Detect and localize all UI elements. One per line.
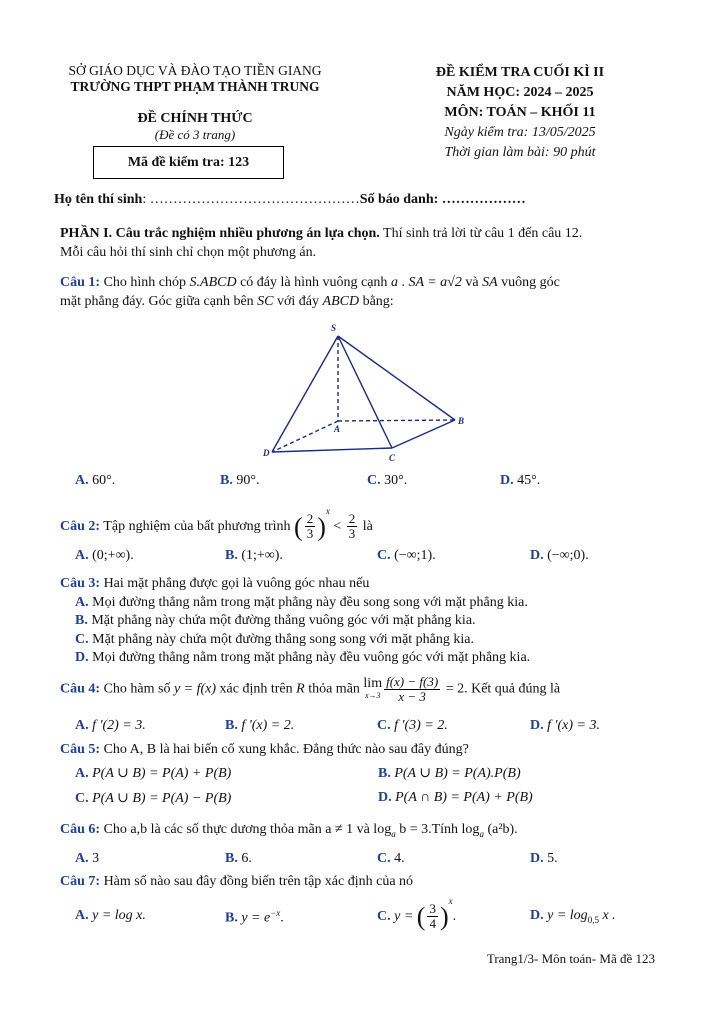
q5-text: Cho A, B là hai biến cố xung khắc. Đẳng thức nào sau đây đúng? xyxy=(100,742,469,757)
option-key: D. xyxy=(75,650,89,665)
q4-text: xác định trên xyxy=(216,681,297,697)
question-7 xyxy=(60,874,413,890)
q7-option-c[interactable]: C. y = ( $\frac{3}{4}$ )$^x$. xyxy=(377,896,457,932)
option-value: (1;+∞). xyxy=(241,548,283,563)
option-key: B. xyxy=(225,548,238,563)
frac-den: 4 xyxy=(429,916,436,932)
option-value: f '(x) = 2. xyxy=(241,718,295,733)
option-key: D. xyxy=(530,908,544,923)
option-key: A. xyxy=(75,851,89,866)
q1-text: mặt phẳng đáy. Góc giữa cạnh bên xyxy=(60,294,258,309)
option-exponent: −x xyxy=(270,908,281,918)
name-dots: : ……………………………………… xyxy=(142,192,360,207)
student-info-line xyxy=(54,192,526,208)
q1-text: Cho hình chóp xyxy=(100,275,190,290)
option-value: (0;+∞). xyxy=(92,548,134,563)
option-key: B. xyxy=(220,473,233,488)
edge-ab xyxy=(338,420,455,421)
q4-tail: . Kết quả đúng là xyxy=(464,681,561,697)
option-value: 5. xyxy=(547,851,558,866)
edge-sb xyxy=(338,336,455,420)
q4-lim-word: lim xyxy=(363,675,383,691)
q4-frac-num: f(x) − f(3) xyxy=(386,674,439,689)
q2-option-d[interactable] xyxy=(530,548,589,564)
option-key: A. xyxy=(75,908,89,923)
q6-option-b[interactable] xyxy=(225,851,252,867)
option-key: D. xyxy=(500,473,514,488)
edge-dc xyxy=(272,448,392,452)
q7-option-d[interactable] xyxy=(530,908,616,925)
option-key: A. xyxy=(75,718,89,733)
q1-option-c[interactable] xyxy=(367,473,407,489)
q3-option-d[interactable] xyxy=(60,649,530,668)
option-key: C. xyxy=(377,718,391,733)
q1-text: có đáy là hình vuông cạnh xyxy=(236,275,391,290)
option-key: B. xyxy=(378,766,391,781)
q3-text: Hai mặt phẳng được gọi là vuông góc nhau nếu xyxy=(100,576,370,591)
q4-math-function: y = f(x) xyxy=(173,681,217,697)
q7-text: Hàm số nào sau đây đồng biến trên tập xác định của nó xyxy=(100,874,414,889)
question-1 xyxy=(60,273,655,311)
q6-text: Cho a,b là các số thực dương thỏa mãn a ≠ 1 và log xyxy=(100,822,392,837)
q4-label: Câu 4: xyxy=(60,681,101,697)
q1-text: bằng: xyxy=(359,294,394,309)
q1-math-abcd: ABCD xyxy=(322,294,360,309)
option-fraction xyxy=(427,902,438,931)
official-label: ĐỀ CHÍNH THỨC xyxy=(137,111,253,126)
question-6 xyxy=(60,822,518,839)
option-value: (−∞;0). xyxy=(547,548,589,563)
part1-instructions xyxy=(60,224,655,262)
q2-rhs-num: 2 xyxy=(348,511,356,527)
option-value: f '(3) = 2. xyxy=(394,718,448,733)
q2-frac-num: 2 xyxy=(306,511,314,527)
edge-sd xyxy=(272,336,341,452)
school-year: NĂM HỌC: 2024 – 2025 xyxy=(446,85,594,100)
exam-title: ĐỀ KIỂM TRA CUỐI KÌ II xyxy=(435,65,605,80)
q2-tail: là xyxy=(359,519,373,534)
school-name: TRƯỜNG THPT PHẠM THÀNH TRUNG xyxy=(70,79,320,94)
q6-option-a[interactable] xyxy=(75,851,99,867)
edge-cb xyxy=(392,420,455,448)
q1-math-sc: SC xyxy=(257,294,274,309)
q7-option-b[interactable] xyxy=(225,908,284,927)
q6-option-c[interactable] xyxy=(377,851,405,867)
q6-log-base: a xyxy=(391,828,396,839)
option-key: B. xyxy=(225,718,238,733)
q2-fraction-rhs xyxy=(347,512,358,541)
option-key: A. xyxy=(75,548,89,563)
q2-frac-den: 3 xyxy=(306,526,314,542)
q4-fraction xyxy=(384,675,440,704)
option-key: B. xyxy=(225,851,238,866)
q2-less-than: < xyxy=(329,519,345,534)
option-value: y = e xyxy=(241,910,271,926)
vertex-c-label: C xyxy=(389,453,396,463)
option-exponent: x xyxy=(448,896,453,906)
q6-label: Câu 6: xyxy=(60,822,101,837)
exam-duration: Thời gian làm bài: 90 phút xyxy=(444,145,596,160)
q1-math-sa: SA = a√2 xyxy=(408,275,462,290)
q1-text: và xyxy=(461,275,483,290)
option-value: Mọi đường thẳng nằm trong mặt phẳng này đều vuông góc với mặt phẳng kia. xyxy=(88,650,531,665)
q2-exponent: x xyxy=(325,506,330,516)
q4-limit xyxy=(363,675,383,702)
q4-option-a[interactable] xyxy=(75,718,146,734)
option-value: Mọi đường thẳng nằm trong mặt phẳng này đều song song với mặt phẳng kia. xyxy=(88,594,528,610)
option-key: C. xyxy=(377,909,391,924)
option-value: 30°. xyxy=(384,473,408,488)
q6-option-d[interactable] xyxy=(530,851,558,867)
edge-sc xyxy=(338,336,392,448)
subject-line: MÔN: TOÁN – KHỐI 11 xyxy=(444,105,596,120)
option-key: C. xyxy=(75,631,89,647)
part1-desc2: Mỗi câu hỏi thí sinh chỉ chọn một phương án. xyxy=(60,245,317,260)
part1-desc: Thí sinh trả lời từ câu 1 đến câu 12. xyxy=(379,226,583,241)
q1-text: . xyxy=(397,275,409,290)
q2-text: Tập nghiệm của bất phương trình xyxy=(100,519,295,534)
q4-frac-den: x − 3 xyxy=(398,689,426,704)
option-value: (−∞;1). xyxy=(394,548,436,563)
option-key: D. xyxy=(530,548,544,563)
option-value: 6. xyxy=(241,851,252,866)
option-value: y = log xyxy=(547,908,588,923)
option-tail: . xyxy=(280,910,284,926)
question-2: Câu 2: Tập nghiệm của bất phương trình ( $\frac{2}{3}$ )$^x$ < $\frac{2}{3}$ là xyxy=(60,506,373,542)
option-value: y = log x. xyxy=(92,908,146,923)
q4-math-r: R xyxy=(296,681,305,697)
q5-option-c[interactable] xyxy=(75,790,231,807)
q6-text3: (a²b). xyxy=(483,822,518,837)
vertex-d-label: D xyxy=(263,448,270,458)
q2-label: Câu 2: xyxy=(60,519,101,534)
option-value: 90°. xyxy=(236,473,260,488)
q4-text: thỏa mãn xyxy=(304,681,364,697)
option-key: C. xyxy=(367,473,381,488)
q4-equals: = 2 xyxy=(442,681,465,697)
option-value: P(A ∪ B) = P(A).P(B) xyxy=(394,766,521,781)
q3-label: Câu 3: xyxy=(60,576,101,591)
q1-option-a[interactable] xyxy=(75,473,115,489)
header-left xyxy=(40,63,350,143)
pyramid-figure xyxy=(250,318,480,468)
option-key: A. xyxy=(75,473,89,488)
option-key: D. xyxy=(530,718,544,733)
q5-label: Câu 5: xyxy=(60,742,101,757)
option-key: D. xyxy=(530,851,544,866)
option-key: A. xyxy=(75,594,89,610)
option-value: f '(x) = 3. xyxy=(547,718,600,733)
exam-code-box: Mã đề kiểm tra: 123 xyxy=(93,146,284,179)
q1-math-sa2: SA xyxy=(482,275,498,290)
option-key: C. xyxy=(377,851,391,866)
q4-text: Cho hàm số xyxy=(100,681,174,697)
q2-option-b[interactable] xyxy=(225,548,283,564)
q5-option-b[interactable] xyxy=(378,765,521,782)
q3-option-c[interactable] xyxy=(60,631,530,650)
q7-option-a[interactable] xyxy=(75,908,146,924)
q2-option-a[interactable] xyxy=(75,548,134,564)
option-key: A. xyxy=(75,766,89,781)
q5-option-a[interactable] xyxy=(75,765,231,782)
q4-option-b[interactable] xyxy=(225,718,294,734)
q5-option-d[interactable] xyxy=(378,790,533,806)
option-value: y = xyxy=(394,909,417,924)
q1-text: với đáy xyxy=(273,294,323,309)
option-value: 3 xyxy=(92,851,100,866)
option-tail: . xyxy=(452,909,457,924)
q6-log-base2: a xyxy=(479,828,484,839)
option-key: B. xyxy=(225,910,238,926)
q1-math-a: a xyxy=(390,275,398,290)
part1-title: PHẦN I. Câu trắc nghiệm nhiều phương án lựa chọn. xyxy=(60,226,380,241)
q3-option-b[interactable] xyxy=(60,612,530,631)
edge-ad xyxy=(272,421,341,452)
q4-option-c[interactable] xyxy=(377,718,448,734)
option-value: P(A ∩ B) = P(A) + P(B) xyxy=(395,790,533,805)
option-key: C. xyxy=(377,548,391,563)
student-id-label: Số báo danh: xyxy=(359,192,439,207)
q2-fraction xyxy=(305,512,316,541)
question-5 xyxy=(60,742,469,758)
option-value: 4. xyxy=(394,851,405,866)
vertex-a-label: A xyxy=(334,424,341,434)
q4-lim-sub: x→3 xyxy=(364,690,381,700)
q1-option-b[interactable] xyxy=(220,473,259,489)
option-tail: x . xyxy=(598,908,616,923)
option-key: C. xyxy=(75,791,89,806)
q1-text: vuông góc xyxy=(497,275,560,290)
frac-num: 3 xyxy=(429,901,436,917)
option-value: Mặt phẳng này chứa một đường thẳng song song với mặt phẳng kia. xyxy=(88,631,474,647)
option-value: 60°. xyxy=(92,473,116,488)
student-id-dots: ……………… xyxy=(438,192,526,207)
question-4 xyxy=(60,675,560,704)
q1-math-pyramid: S.ABCD xyxy=(189,275,237,290)
name-label: Họ tên thí sinh xyxy=(54,192,143,207)
option-value: Mặt phẳng này chứa một đường thẳng vuông góc với mặt phẳng kia. xyxy=(87,613,476,628)
option-value: f '(2) = 3. xyxy=(92,718,146,733)
q2-option-c[interactable] xyxy=(377,548,436,564)
option-key: D. xyxy=(378,790,392,805)
header-right xyxy=(385,63,655,163)
q4-option-d[interactable] xyxy=(530,718,600,734)
q1-label: Câu 1: xyxy=(60,275,101,290)
option-value: P(A ∪ B) = P(A) + P(B) xyxy=(92,766,232,781)
page-count-note: (Đề có 3 trang) xyxy=(154,127,236,142)
department-name: SỞ GIÁO DỤC VÀ ĐÀO TẠO TIỀN GIANG xyxy=(68,63,322,78)
option-key: B. xyxy=(75,613,88,628)
q7-label: Câu 7: xyxy=(60,874,101,889)
page-footer: Trang1/3- Môn toán- Mã đề 123 xyxy=(486,951,655,966)
option-value: P(A ∪ B) = P(A) − P(B) xyxy=(92,791,232,806)
q6-text2: b = 3.Tính log xyxy=(395,822,480,837)
q3-option-a[interactable] xyxy=(60,594,530,613)
question-3 xyxy=(60,575,530,668)
vertex-b-label: B xyxy=(458,416,465,426)
option-log-base: 0,5 xyxy=(587,914,599,925)
q2-rhs-den: 3 xyxy=(348,526,356,542)
vertex-s-label: S xyxy=(331,323,337,333)
q1-option-d[interactable] xyxy=(500,473,540,489)
exam-date: Ngày kiểm tra: 13/05/2025 xyxy=(444,125,596,140)
option-value: 45°. xyxy=(517,473,541,488)
